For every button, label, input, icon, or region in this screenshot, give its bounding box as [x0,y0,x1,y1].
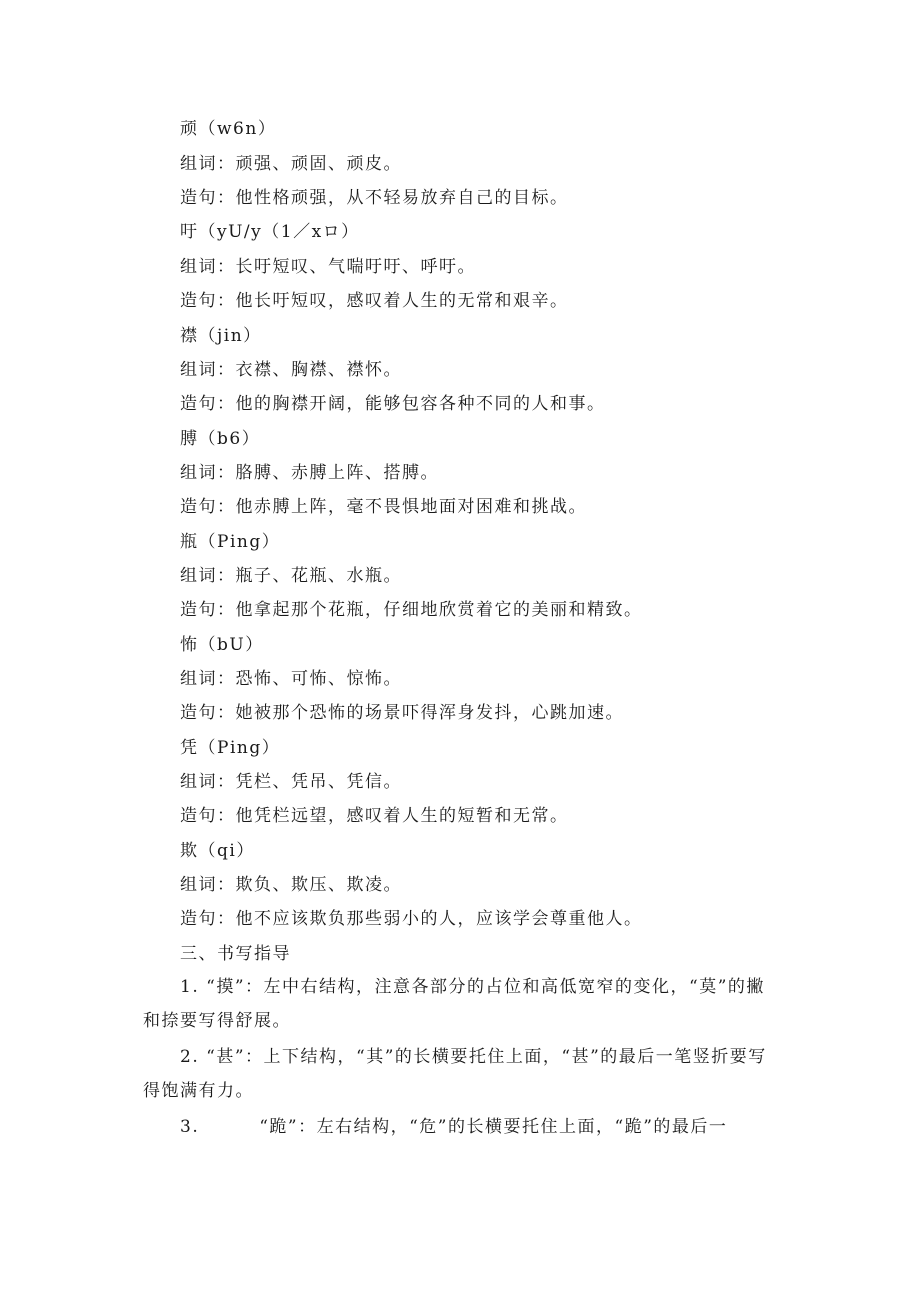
entry-1-words: 组词：顽强、顽固、顽皮。 [180,154,402,174]
entry-7-heading: 凭（Ping） [180,738,281,758]
entry-6-words: 组词：恐怖、可怖、惊怖。 [180,669,402,689]
entry-8-sentence: 造句：他不应该欺负那些弱小的人，应该学会尊重他人。 [180,909,643,929]
entry-3-sentence: 造句：他的胸襟开阔，能够包容各种不同的人和事。 [180,394,606,414]
entry-8-heading: 欺（qi） [180,841,255,861]
guide-2-text: “甚”：上下结构，“其”的长横要托住上面，“甚”的最后一笔竖折要写得饱满有力。 [143,1047,767,1101]
entry-7-sentence: 造句：他凭栏远望，感叹着人生的短暂和无常。 [180,806,569,826]
entry-8-words: 组词：欺负、欺压、欺凌。 [180,875,402,895]
entry-1-sentence: 造句：他性格顽强，从不轻易放弃自己的目标。 [180,188,569,208]
entry-4-words: 组词：胳膊、赤膊上阵、搭膊。 [180,463,439,483]
entry-2-heading: 吁（yU/y（1／xロ） [180,222,360,242]
entry-6-heading: 怖（bU） [180,635,264,655]
entry-5-sentence: 造句：他拿起那个花瓶，仔细地欣赏着它的美丽和精致。 [180,600,643,620]
guide-3-text: “跪”：左右结构，“危”的长横要托住上面，“跪”的最后一 [259,1117,728,1137]
guide-2-number: 2. [180,1047,200,1067]
entry-6-sentence: 造句：她被那个恐怖的场景吓得浑身发抖，心跳加速。 [180,703,624,723]
guide-paragraph-3 [143,1110,783,1144]
entry-2-words: 组词：长吁短叹、气喘吁吁、呼吁。 [180,257,476,277]
entry-1-heading: 顽（w6n） [180,119,277,139]
entry-5-heading: 瓶（Ping） [180,532,281,552]
guide-paragraph-1 [143,970,783,1038]
entry-4-heading: 膊（b6） [180,429,261,449]
guide-3-number: 3. [180,1117,200,1137]
guide-1-number: 1. [180,977,200,997]
entry-3-words: 组词：衣襟、胸襟、襟怀。 [180,360,402,380]
section-title: 三、书写指导 [180,944,291,964]
entry-5-words: 组词：瓶子、花瓶、水瓶。 [180,566,402,586]
entry-2-sentence: 造句：他长吁短叹，感叹着人生的无常和艰辛。 [180,291,569,311]
entry-3-heading: 襟（jin） [180,326,262,346]
guide-1-text: “摸”：左中右结构，注意各部分的占位和高低宽窄的变化，“莫”的撇和捺要写得舒展。 [143,977,765,1031]
guide-paragraph-2 [143,1040,783,1108]
entry-7-words: 组词：凭栏、凭吊、凭信。 [180,772,402,792]
entry-4-sentence: 造句：他赤膊上阵，毫不畏惧地面对困难和挑战。 [180,497,587,517]
